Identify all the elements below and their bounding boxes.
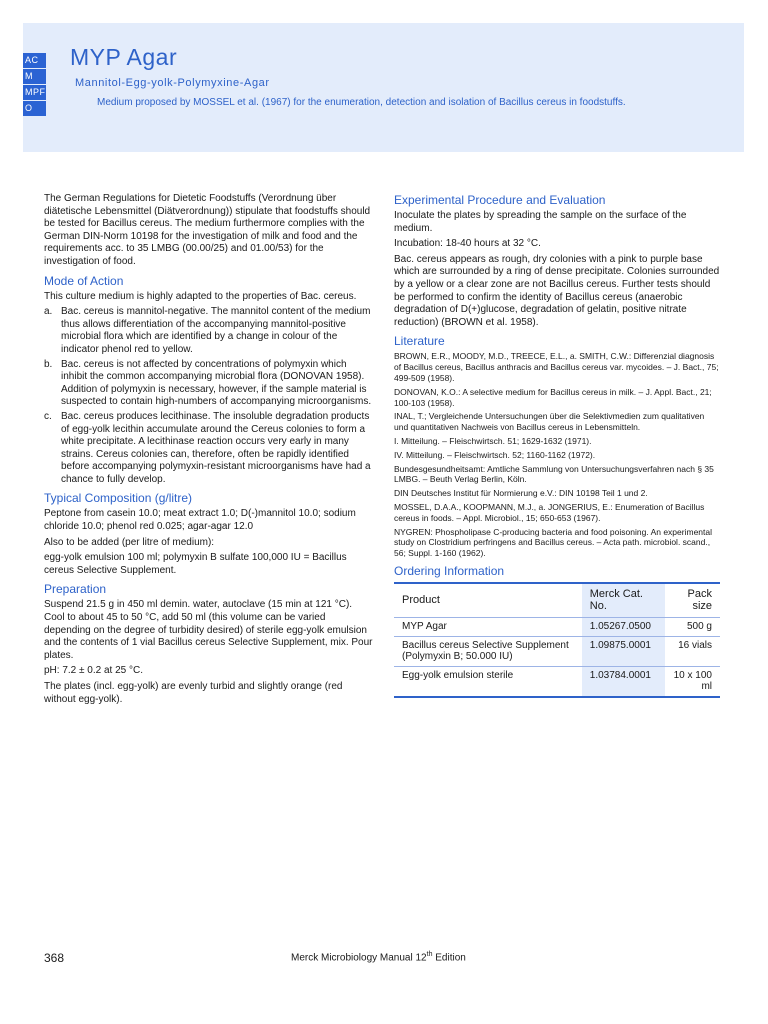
composition-additions: egg-yolk emulsion 100 ml; polymyxin B sulfate 100,000 IU = Bacillus cereus Selective Supplement. <box>44 552 347 576</box>
ordering-table <box>394 582 720 698</box>
column-header-pack-size: Pack size <box>665 583 720 618</box>
literature-list <box>394 351 720 559</box>
cat-no-cell: 1.09875.0001 <box>582 636 666 666</box>
table-row <box>394 666 720 697</box>
tab-mpf[interactable]: MPF <box>23 85 46 100</box>
right-column <box>394 193 720 698</box>
preparation-ph: pH: 7.2 ± 0.2 at 25 °C. <box>44 665 143 677</box>
list-item-label: a. <box>44 306 53 318</box>
preparation-heading: Preparation <box>44 582 107 597</box>
list-item <box>44 411 374 487</box>
manual-title: Merck Microbiology Manual 12 <box>291 952 427 964</box>
pack-size-cell: 16 vials <box>665 636 720 666</box>
list-item <box>44 359 374 409</box>
list-item <box>44 306 374 356</box>
page-description: Medium proposed by MOSSEL et al. (1967) for the enumeration, detection and isolation of Bacillus cereus in foodstuffs. <box>97 97 626 108</box>
procedure-incubation: Incubation: 18-40 hours at 32 °C. <box>394 238 541 250</box>
literature-ref: DIN Deutsches Institut für Normierung e.V.: DIN 10198 Teil 1 und 2. <box>394 488 648 499</box>
literature-heading: Literature <box>394 334 445 349</box>
pack-size-cell: 500 g <box>665 618 720 637</box>
procedure-evaluation: Bac. cereus appears as rough, dry colonies with a pink to purple base which are surrounded by a ring of dense precipitate. Colonies surrounded by a yellow or a clear zone are not Bacillus cereus. Further tests should be performed to confirm the identity of Bacillus cereus (anaerobic degradation of D(+)glucose, degradation of gelatin, positive nitrate reduction) (BROWN et al. 1958). <box>394 253 720 328</box>
mode-of-action-list <box>44 306 374 486</box>
literature-ref: BROWN, E.R., MOODY, M.D., TREECE, E.L., a. SMITH, C.W.: Differenzial diagnosis of Bacillus cereus, Bacillus anthracis and Bacillus cereus var. mycoides. – J. Bact., 75; 499-509 (1958). <box>394 351 719 383</box>
cat-no-cell: 1.03784.0001 <box>582 666 666 697</box>
procedure-heading: Experimental Procedure and Evaluation <box>394 193 606 207</box>
mode-of-action-heading: Mode of Action <box>44 273 124 288</box>
list-item-text: Bac. cereus produces lecithinase. The insoluble degradation products of egg-yolk lecithin accumulate around the Cereus colonies to form a white precipitate. A lecithinase reaction occurs very early in many strains. Cereus colonies can, therefore, often be rapidly identified before accompanying polymyxin-resistant microorganisms have had a chance to fully develop. <box>61 410 371 485</box>
composition-also: Also to be added (per litre of medium): <box>44 536 215 548</box>
literature-ref: NYGREN: Phospholipase C-producing bacteria and food poisoning. An experimental study on Clostridium perfringens and Bacillus cereus. – Acta path. microbiol. scand., 56; Suppl. 1-160 (1962). <box>394 526 712 559</box>
tab-ac[interactable]: AC <box>23 53 46 68</box>
preparation-text: Suspend 21.5 g in 450 ml demin. water, autoclave (15 min at 121 °C). Cool to about 45 to 50 °C, add 50 ml (this volume can be varied depending on the degree of turbidity desired) of sterile egg-yolk emulsion and the contents of 1 vial Bacillus cereus Selective Supplement, mix. Pour plates. <box>44 599 373 661</box>
column-header-product: Product <box>394 583 582 618</box>
page-title: MYP Agar <box>70 44 178 70</box>
product-cell: MYP Agar <box>394 618 582 637</box>
manual-edition <box>291 951 466 963</box>
table-row <box>394 636 720 666</box>
section-tabs <box>23 53 46 117</box>
pack-size-cell: 10 x 100 ml <box>665 666 720 697</box>
edition-superscript: th <box>426 951 433 958</box>
literature-ref: DONOVAN, K.O.: A selective medium for Bacillus cereus in milk. – J. Appl. Bact., 21; 100-103 (1958). <box>394 386 712 408</box>
column-header-cat-no: Merck Cat. No. <box>582 583 666 618</box>
table-header-row <box>394 583 720 618</box>
table-row <box>394 618 720 637</box>
cat-no-cell: 1.05267.0500 <box>582 618 666 637</box>
tab-m[interactable]: M <box>23 69 46 84</box>
procedure-text: Inoculate the plates by spreading the sample on the surface of the medium. <box>394 210 687 234</box>
list-item-text: Bac. cereus is mannitol-negative. The mannitol content of the medium thus allows differentiation of the accompanying mannitol-positive microbial flora which are identified by a change in colour of the indicator phenol red to yellow. <box>61 306 371 355</box>
mode-of-action-text: This culture medium is highly adapted to the properties of Bac. cereus. <box>44 290 357 302</box>
literature-ref: Bundesgesundheitsamt: Amtliche Sammlung von Untersuchungsverfahren nach § 35 LMBG. – Beuth Verlag Berlin, Köln. <box>394 463 714 485</box>
page-subtitle: Mannitol-Egg-yolk-Polymyxine-Agar <box>75 77 270 89</box>
ordering-heading: Ordering Information <box>394 563 505 578</box>
product-cell: Bacillus cereus Selective Supplement (Polymyxin B; 50.000 IU) <box>394 636 582 666</box>
intro-paragraph: The German Regulations for Dietetic Foodstuffs (Verordnung über diätetische Lebensmittel (Diätverordnung)) stipulate that foodstuffs should be tested for Bacillus cereus. The medium furthermore complies with the German DIN-Norm 10198 for the investigation of milk and food and the requirements acc. to 35 LMBG (00.00/25) and 01.00/53) for the investigation of food. <box>44 193 371 267</box>
composition-text: Peptone from casein 10.0; meat extract 1.0; D(-)mannitol 10.0; sodium chloride 10.0; phenol red 0.025; agar-agar 12.0 <box>44 508 356 533</box>
preparation-plates: The plates (incl. egg-yolk) are evenly turbid and slightly orange (red without egg-yolk). <box>44 681 343 705</box>
list-item-label: b. <box>44 358 53 370</box>
edition-label: Edition <box>432 952 466 964</box>
composition-heading: Typical Composition (g/litre) <box>44 491 193 506</box>
literature-ref: MOSSEL, D.A.A., KOOPMANN, M.J., a. JONGERIUS, E.: Enumeration of Bacillus cereus in foods. – Appl. Microbiol., 15; 650-653 (1967). <box>394 501 705 523</box>
page-number: 368 <box>44 951 65 965</box>
literature-ref: IV. Mitteilung. – Fleischwirtsch. 52; 1160-1162 (1972). <box>394 449 596 460</box>
tab-o[interactable]: O <box>23 101 46 116</box>
literature-ref: INAL, T.; Vergleichende Untersuchungen über die Selektivmedien zum qualitativen und quantitativen Nachweis von Bacillus cereus in Lebensmitteln. <box>394 411 705 433</box>
literature-ref: I. Mitteilung. – Fleischwirtsch. 51; 1629-1632 (1971). <box>394 435 592 446</box>
left-column <box>44 193 374 709</box>
product-cell: Egg-yolk emulsion sterile <box>394 666 582 697</box>
list-item-text: Bac. cereus is not affected by concentrations of polymyxin which inhibit the common accompanying microbial flora (DONOVAN 1958). Addition of polymyxin is necessary, however, if the sample material is suspected to contain high-numbers of accompanying microorganisms. <box>61 358 372 408</box>
list-item-label: c. <box>44 410 52 422</box>
